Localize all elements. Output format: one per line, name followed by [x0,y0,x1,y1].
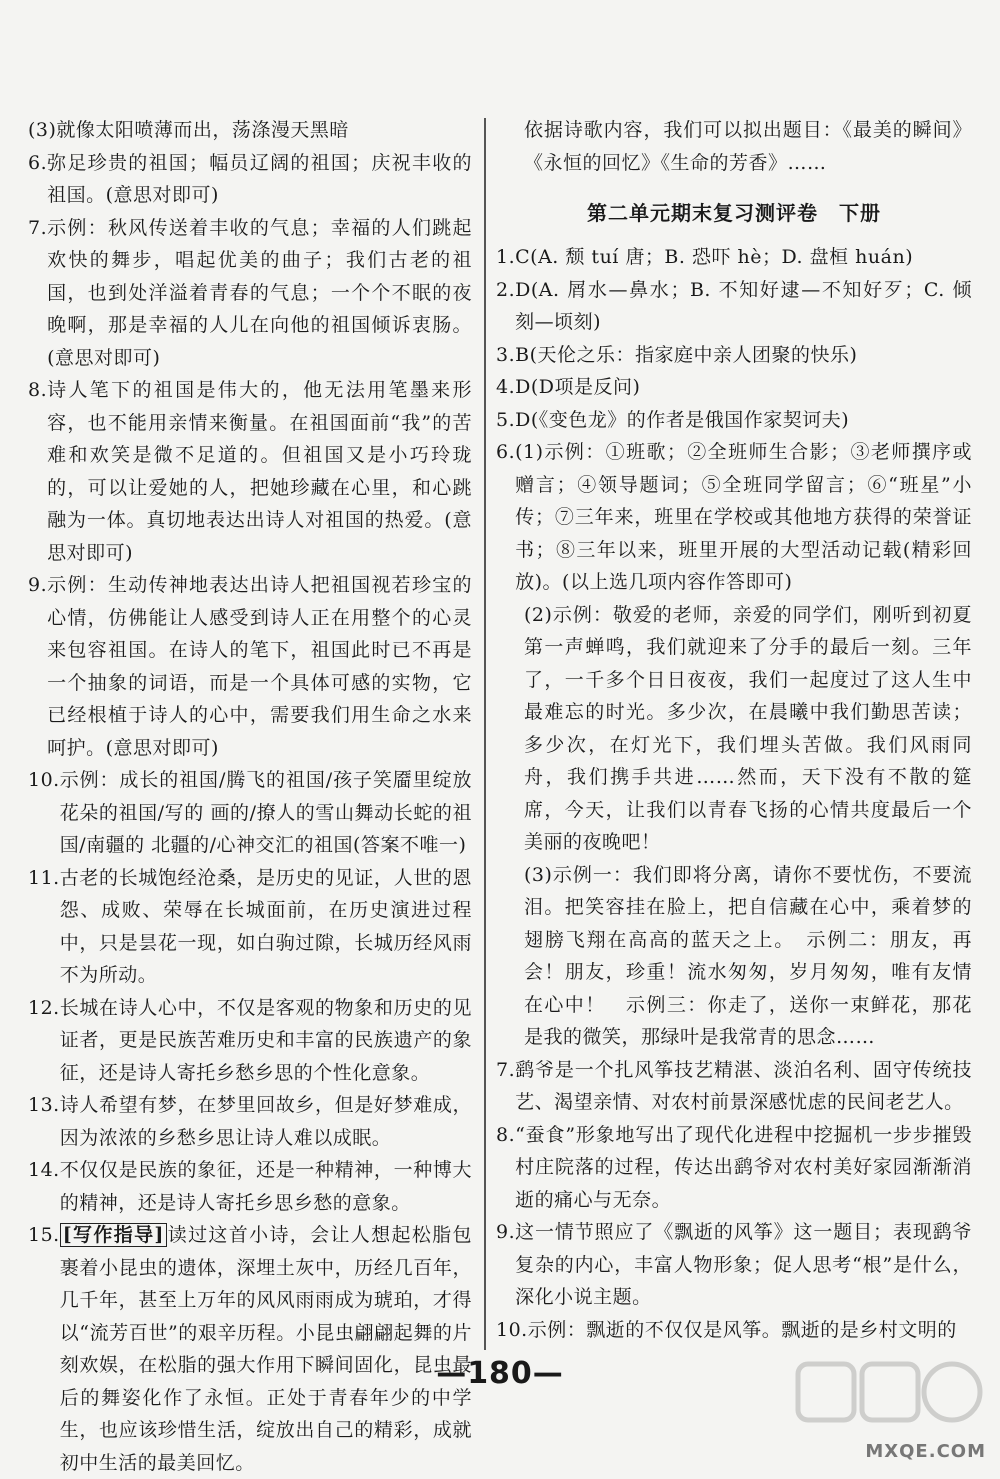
item-number: 7. [496,1058,516,1081]
item-number: 8. [28,379,48,401]
item-number: 9. [496,1221,516,1243]
item-text: 鹞爷是一个扎风筝技艺精湛、淡泊名利、固守传统技艺、渴望亲情、对农村前景深感忧虑的民间老艺人。 [515,1058,972,1113]
item-number: 7. [28,216,48,239]
item-number: 9. [28,574,48,596]
item-number: 13. [28,1094,60,1116]
left-item [28,569,472,764]
left-item [28,147,472,212]
right-item [496,339,972,372]
item-text: 诗人笔下的祖国是伟大的，他无法用笔墨来形容，也不能用亲情来衡量。在祖国面前“我”的苦难和欢笑是微不足道的。但祖国又是小巧玲珑的，可以让爱她的人，把她珍藏在心里，和心跳融为一体。真切地表达出诗人对祖国的热爱。(意思对即可) [47,379,472,564]
item-text: (3)示例一：我们即将分离，请你不要忧伤，不要流泪。把笑容挂在脸上，把自信藏在心中，乘着梦的翅膀飞翔在高高的蓝天之上。 示例二：朋友，再会！朋友，珍重！流水匆匆，岁月匆匆，唯有友情在心中！ 示例三：你走了，送你一束鲜花，那花是我的微笑，那绿叶是我常青的思念…… [524,863,972,1048]
right-item [496,1054,972,1119]
left-item [28,212,472,375]
item-text: 古老的长城饱经沧桑，是历史的见证，人世的恩怨、成败、荣辱在长城面前，在历史演进过程中，只是昙花一现，如白驹过隙，长城历经风雨不为所动。 [59,866,472,986]
watermark-text: MXQE.COM [865,1441,986,1462]
left-item [28,992,472,1090]
right-item [496,436,972,599]
section-heading: 第二单元期末复习测评卷 下册 [587,201,881,225]
right-item [496,1216,972,1314]
item-number: 14. [28,1159,60,1181]
writing-guide-tag: [写作指导] [60,1223,167,1247]
item-text: “蚕食”形象地写出了现代化进程中挖掘机一步步摧毁村庄院落的过程，传达出鹞爷对农村美好家园渐渐消逝的痛心与无奈。 [515,1123,972,1211]
item-number: 1. [496,246,516,268]
item-number: 3. [496,343,516,366]
item-text [60,1219,472,1479]
right-item [496,859,972,1054]
item-text: B(天伦之乐：指家庭中亲人团聚的快乐) [515,343,858,366]
right-answer-list [496,241,972,1346]
item-number: 11. [28,866,60,889]
right-intro: 依据诗歌内容，我们可以拟出题目：《最美的瞬间》《永恒的回忆》《生命的芳香》…… [524,119,972,174]
item-number: 4. [496,376,516,398]
left-item [28,764,472,862]
left-column [28,114,472,1479]
item-text: (3)就像太阳喷薄而出，荡涤漫天黑暗 [28,119,349,141]
page-number: —180— [436,1356,564,1391]
right-column [496,114,972,1346]
item-body: 读过这首小诗，会让人想起松脂包裹着小昆虫的遗体，深埋土灰中，历经几百年，几千年，甚至上万年的风风雨雨成为琥珀，才得以“流芳百世”的艰辛历程。小昆虫翩翩起舞的片刻欢娱，在松脂的强大作用下瞬间固化，昆虫最后的舞姿化作了永恒。正处于青春年少的中学生，也应该珍惜生活，绽放出自己的精彩，成就初中生活的最美回忆。 [59,1224,472,1474]
item-text: (1)示例：①班歌；②全班师生合影；③老师撰序或赠言；④领导题词；⑤全班同学留言；⑥“班星”小传；⑦三年来，班里在学校或其他地方获得的荣誉证书；⑧三年以来，班里开展的大型活动记载(精彩回放)。(以上选几项内容作答即可) [515,441,972,593]
item-number: 6. [496,441,516,463]
right-item [496,371,972,404]
right-item [496,274,972,339]
item-text: 示例：秋风传送着丰收的气息；幸福的人们跳起欢快的舞步，唱起优美的曲子；我们古老的祖国，也到处洋溢着青春的气息；一个个不眠的夜晚啊，那是幸福的人儿在向他的祖国倾诉衷肠。(意思对即可) [47,216,472,369]
left-item [28,1154,472,1219]
item-text: 不仅仅是民族的象征，还是一种精神，一种博大的精神，还是诗人寄托乡思乡愁的意象。 [59,1159,472,1214]
item-text: D(D项是反问) [515,376,641,398]
item-text: D(《变色龙》的作者是俄国作家契诃夫) [515,408,850,431]
item-text: 示例：成长的祖国/腾飞的祖国/孩子笑靥里绽放花朵的祖国/写的 画的/撩人的雪山舞动长蛇的祖国/南疆的 北疆的/心神交汇的祖国(答案不唯一) [59,769,472,856]
item-text: 示例：飘逝的不仅仅是风筝。飘逝的是乡村文明的 [527,1318,957,1341]
item-number: 15. [28,1224,60,1246]
right-item [496,241,972,274]
column-divider [484,118,486,1350]
item-text: 诗人希望有梦，在梦里回故乡，但是好梦难成，因为浓浓的乡愁乡思让诗人难以成眠。 [59,1094,472,1149]
item-text: (2)示例：敬爱的老师，亲爱的同学们，刚听到初夏第一声蝉鸣，我们就迎来了分手的最后一刻。三年了，一千多个日日夜夜，我们一起度过了这人生中最难忘的时光。多少次，在晨曦中我们勤思苦读；多少次，在灯光下，我们埋头苦做。我们风雨同舟，我们携手共进……然而，天下没有不散的筵席，今天，让我们以青春飞扬的心情共度最后一个美丽的夜晚吧！ [524,603,972,853]
item-text: 这一情节照应了《飘逝的风筝》这一题目；表现鹞爷复杂的内心，丰富人物形象；促人思考“根”是什么，深化小说主题。 [515,1221,972,1308]
item-text: 示例：生动传神地表达出诗人把祖国视若珍宝的心情，仿佛能让人感受到诗人正在用整个的心灵来包容祖国。在诗人的笔下，祖国此时已不再是一个抽象的词语，而是一个具体可感的实物，它已经根植于诗人的心中，需要我们用生命之水来呵护。(意思对即可) [47,574,472,759]
right-item [496,599,972,859]
right-item [496,1119,972,1217]
item-number: 10. [28,769,60,791]
right-item [496,404,972,437]
item-text: 长城在诗人心中，不仅是客观的物象和历史的见证者，更是民族苦难历史和丰富的民族遗产的象征，还是诗人寄托乡愁乡思的个性化意象。 [59,996,472,1084]
item-number: 8. [496,1123,516,1146]
item-number: 10. [496,1318,528,1341]
item-number: 12. [28,996,60,1019]
left-item [28,114,472,147]
left-item [28,1089,472,1154]
left-item [28,862,472,992]
item-text: C(A. 颓 tuí 唐；B. 恐吓 hè；D. 盘桓 huán) [515,246,914,268]
item-number: 6. [28,151,48,174]
item-text: 弥足珍贵的祖国；幅员辽阔的祖国；庆祝丰收的祖国。(意思对即可) [47,151,472,206]
left-item [28,374,472,569]
left-item [28,1219,472,1479]
item-number: 5. [496,408,516,431]
item-number: 2. [496,278,516,301]
right-item [496,1314,972,1347]
item-text: D(A. 屑水—鼻水；B. 不知好逮—不知好歹；C. 倾刻—顷刻) [515,278,972,333]
